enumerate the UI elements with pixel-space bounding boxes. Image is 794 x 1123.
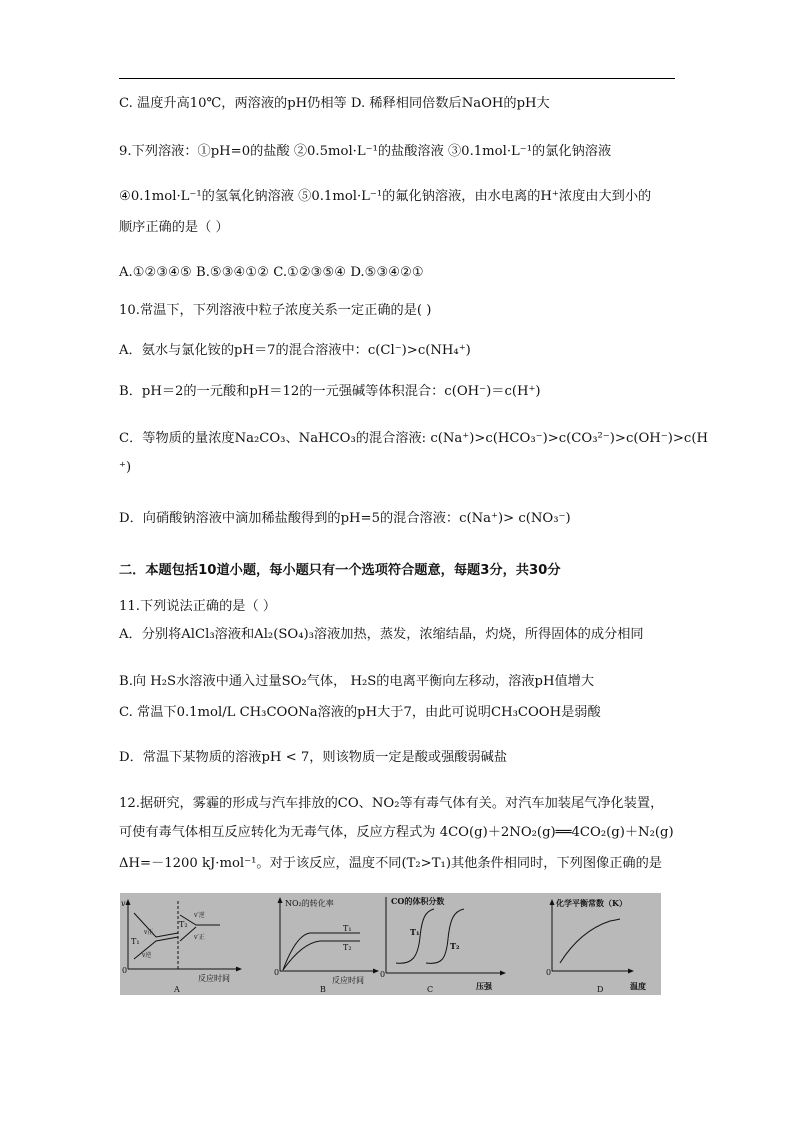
text-line: A．氨水与氯化铵的pH＝7的混合溶液中：c(Cl⁻)>c(NH₄⁺)	[119, 343, 471, 358]
text-line: 顺序正确的是（ ）	[119, 220, 229, 235]
v-reverse-curve	[134, 937, 178, 959]
arrow-icon	[373, 969, 379, 974]
graph-title: NO₂的转化率	[285, 899, 334, 908]
axis-label: 反应时间	[198, 974, 230, 983]
text-line: A．分别将AlCl₃溶液和Al₂(SO₄)₃溶液加热，蒸发，浓缩结晶，灼烧，所得固体的成分相同	[119, 627, 644, 642]
curve-label: v′正	[194, 934, 205, 941]
text-line: 12.据研究，雾霾的形成与汽车排放的CO、NO₂等有毒气体有关。对汽车加装尾气净化装置，	[119, 796, 664, 811]
graph-d	[550, 899, 635, 974]
graph-letter: B	[320, 985, 326, 994]
graph-title: 化学平衡常数（K）	[556, 898, 627, 908]
graph-letter: C	[427, 985, 434, 994]
arrow-icon	[278, 897, 283, 903]
arrow-icon	[236, 967, 242, 972]
origin-label: 0	[380, 970, 386, 979]
axis-label: v	[121, 899, 126, 908]
text-line: ⁺)	[119, 460, 132, 475]
k-curve	[560, 919, 620, 963]
curve-label: v逆	[142, 952, 152, 959]
graph-b	[278, 897, 380, 974]
t2-label: T₂	[450, 941, 460, 951]
text-line: B.向 H₂S水溶液中通入过量SO₂气体， H₂S的电离平衡向左移动，溶液pH值增大	[119, 674, 595, 689]
graph-c	[386, 897, 506, 976]
text-line: D．常温下某物质的溶液pH < 7，则该物质一定是酸或强酸弱碱盐	[119, 750, 508, 765]
graph-letter: A	[174, 985, 180, 994]
text-line: 可使有毒气体相互反应转化为无毒气体，反应方程式为 4CO(g)＋2NO₂(g)══4CO₂(g)＋N₂(g)	[119, 825, 674, 840]
text-line: ΔH=－1200 kJ·mol⁻¹。对于该反应，温度不同(T₂>T₁)其他条件相同时，下列图像正确的是	[119, 856, 662, 871]
arrow-icon	[500, 971, 506, 976]
origin-label: 0	[546, 968, 552, 977]
graph-a	[126, 899, 243, 972]
graph-letter: D	[597, 985, 604, 994]
text-line: A.①②③④⑤ B.⑤③④①② C.①②③⑤④ D.⑤③④②①	[119, 265, 424, 280]
t2-label: T₂	[179, 920, 188, 929]
t2-curve	[426, 909, 464, 963]
t2-label: T₂	[343, 943, 352, 952]
answer-graphs	[120, 893, 661, 995]
t1-label: T₁	[410, 927, 420, 937]
text-line: 11.下列说法正确的是（ ）	[119, 599, 277, 614]
axis-label: 反应时间	[332, 976, 364, 985]
arrow-icon	[126, 899, 131, 905]
t1-label: T₁	[343, 924, 352, 933]
curve-label: v′逆	[194, 912, 205, 919]
origin-label: 0	[122, 966, 128, 975]
axis-label: 压强	[476, 981, 492, 991]
axis-label: 温度	[630, 981, 646, 991]
v-forward-curve	[134, 913, 178, 937]
text-line: C. 常温下0.1mol/L CH₃COONa溶液的pH大于7，由此可说明CH₃COOH是弱酸	[119, 705, 601, 720]
text-line: B．pH＝2的一元酸和pH＝12的一元强碱等体积混合：c(OH⁻)＝c(H⁺)	[119, 384, 541, 399]
text-line: C．等物质的量浓度Na₂CO₃、NaHCO₃的混合溶液: c(Na⁺)>c(HCO₃⁻)>c(CO₃²⁻)>c(OH⁻)>c(H	[119, 431, 708, 446]
text-line: C. 温度升高10℃，两溶液的pH仍相等 D. 稀释相同倍数后NaOH的pH大	[119, 96, 550, 111]
text-line: 10.常温下，下列溶液中粒子浓度关系一定正确的是( )	[119, 303, 432, 318]
graph-title: CO的体积分数	[391, 896, 445, 906]
header-rule	[119, 78, 675, 79]
arrow-icon	[628, 969, 634, 974]
origin-label: 0	[274, 968, 280, 977]
curve-label: v正	[144, 929, 154, 936]
text-line: D．向硝酸钠溶液中滴加稀盐酸得到的pH=5的混合溶液：c(Na⁺)> c(NO₃⁻)	[119, 511, 571, 526]
section-heading: 二．本题包括10道小题，每小题只有一个选项符合题意，每题3分，共30分	[119, 563, 561, 578]
text-line: ④0.1mol·L⁻¹的氢氧化钠溶液 ⑤0.1mol·L⁻¹的氟化钠溶液，由水电离的H⁺浓度由大到小的	[119, 189, 652, 204]
arrow-icon	[550, 899, 555, 905]
t1-label: T₁	[131, 937, 140, 946]
text-line: 9.下列溶液：①pH=0的盐酸 ②0.5mol·L⁻¹的盐酸溶液 ③0.1mol·L⁻¹的氯化钠溶液	[119, 144, 612, 159]
